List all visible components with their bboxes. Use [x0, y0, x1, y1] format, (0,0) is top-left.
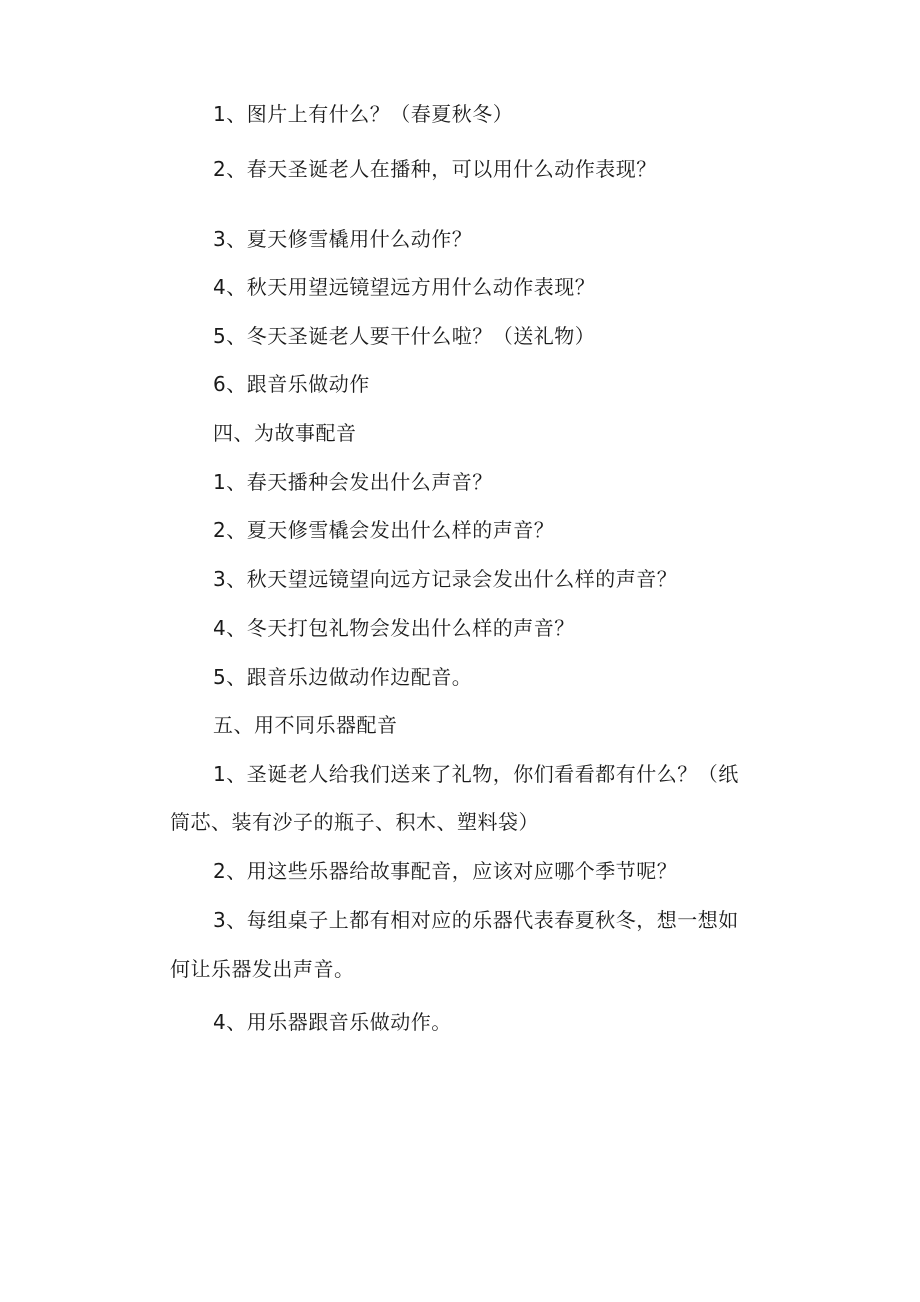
- question-2-spring-action: 2、春天圣诞老人在播种，可以用什么动作表现？: [213, 157, 657, 181]
- question-5-winter-action: 5、冬天圣诞老人要干什么啦？（送礼物）: [213, 324, 596, 348]
- instrument-question-1-continued: 筒芯、装有沙子的瓶子、积木、塑料袋）: [170, 810, 539, 834]
- section-heading-4: 四、为故事配音: [213, 421, 357, 445]
- instrument-item-4: 4、用乐器跟音乐做动作。: [213, 1010, 452, 1034]
- instrument-question-2: 2、用这些乐器给故事配音，应该对应哪个季节呢？: [213, 859, 678, 883]
- item-6-music-action: 6、跟音乐做动作: [213, 372, 370, 396]
- sound-question-3: 3、秋天望远镜望向远方记录会发出什么样的声音？: [213, 567, 678, 591]
- question-4-autumn-action: 4、秋天用望远镜望远方用什么动作表现？: [213, 275, 596, 299]
- question-3-summer-action: 3、夏天修雪橇用什么动作？: [213, 227, 473, 251]
- sound-question-4: 4、冬天打包礼物会发出什么样的声音？: [213, 616, 575, 640]
- instrument-question-1: 1、圣诞老人给我们送来了礼物，你们看看都有什么？（纸: [213, 762, 739, 786]
- instrument-question-3: 3、每组桌子上都有相对应的乐器代表春夏秋冬，想一想如: [213, 908, 739, 932]
- section-heading-5: 五、用不同乐器配音: [213, 713, 398, 737]
- instrument-question-3-continued: 何让乐器发出声音。: [170, 957, 355, 981]
- sound-question-1: 1、春天播种会发出什么声音？: [213, 470, 493, 494]
- sound-item-5: 5、跟音乐边做动作边配音。: [213, 665, 473, 689]
- sound-question-2: 2、夏天修雪橇会发出什么样的声音？: [213, 518, 555, 542]
- question-1-picture: 1、图片上有什么？（春夏秋冬）: [213, 102, 514, 126]
